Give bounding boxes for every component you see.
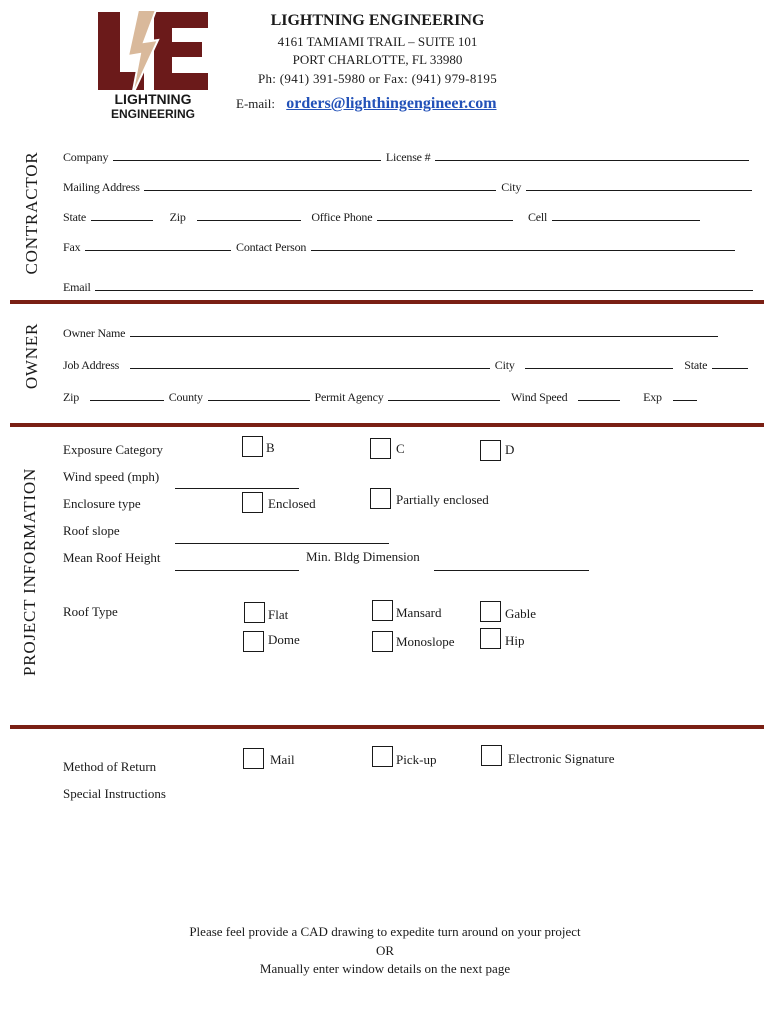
wind-speed-mph-input[interactable] xyxy=(175,488,299,489)
roof-monoslope-label: Monoslope xyxy=(396,634,455,649)
wind-speed-label: Wind Speed xyxy=(510,390,568,404)
email-link[interactable]: orders@lighthingengineer.com xyxy=(286,95,497,112)
owner-row-3 xyxy=(63,390,699,405)
county-input[interactable] xyxy=(208,390,310,401)
divider-project-return xyxy=(10,725,764,729)
contact-person-label: Contact Person xyxy=(236,240,307,254)
enclosed-label: Enclosed xyxy=(268,496,316,511)
enclosure-type-label: Enclosure type xyxy=(63,496,141,511)
state-input[interactable] xyxy=(91,210,153,221)
state-label: State xyxy=(63,210,86,224)
return-pickup-label: Pick-up xyxy=(396,752,437,767)
min-bldg-dimension-input[interactable] xyxy=(434,570,589,571)
wind-speed-input[interactable] xyxy=(578,390,620,401)
min-bldg-dimension-label: Min. Bldg Dimension xyxy=(306,549,420,564)
email-label: E-mail: xyxy=(236,96,275,111)
exposure-b-checkbox[interactable] xyxy=(242,436,263,457)
owner-row-2 xyxy=(63,358,750,373)
office-phone-label: Office Phone xyxy=(311,210,373,224)
roof-flat-label: Flat xyxy=(268,607,289,622)
owner-city-input[interactable] xyxy=(525,358,673,369)
roof-slope-label: Roof slope xyxy=(63,523,120,538)
footer-note-line-2: OR xyxy=(375,943,395,958)
owner-name-input[interactable] xyxy=(130,326,718,337)
email-input[interactable] xyxy=(95,280,753,291)
exposure-c-checkbox[interactable] xyxy=(370,438,391,459)
owner-zip-label: Zip xyxy=(63,390,80,404)
county-label: County xyxy=(168,390,203,404)
roof-dome-label: Dome xyxy=(268,632,300,647)
footer-note-line-3: Manually enter window details on the next page xyxy=(259,961,511,976)
wind-speed-mph-label: Wind speed (mph) xyxy=(63,469,160,484)
contractor-row-4 xyxy=(63,240,737,255)
city-label: City xyxy=(501,180,522,194)
owner-city-label: City xyxy=(494,358,515,372)
exposure-d-checkbox[interactable] xyxy=(480,440,501,461)
logo-text-lightning: LIGHTNING xyxy=(114,91,192,107)
roof-flat-checkbox[interactable] xyxy=(244,602,265,623)
email-line xyxy=(236,95,497,113)
owner-row-1 xyxy=(63,326,720,341)
return-pickup-checkbox[interactable] xyxy=(372,746,393,767)
cell-label: Cell xyxy=(527,210,548,224)
company-name: LIGHTNING ENGINEERING xyxy=(270,12,485,29)
partially-enclosed-label: Partially enclosed xyxy=(396,492,489,507)
roof-slope-input[interactable] xyxy=(175,543,389,544)
permit-agency-label: Permit Agency xyxy=(314,390,384,404)
lightning-engineering-logo xyxy=(96,10,211,120)
logo-text-engineering: ENGINEERING xyxy=(110,107,196,120)
return-mail-label: Mail xyxy=(270,752,295,767)
divider-owner-project xyxy=(10,423,764,427)
owner-name-label: Owner Name xyxy=(63,326,126,340)
owner-zip-input[interactable] xyxy=(90,390,164,401)
roof-mansard-label: Mansard xyxy=(396,605,442,620)
contractor-row-5 xyxy=(63,280,755,295)
exposure-d-label: D xyxy=(505,442,515,457)
partially-enclosed-checkbox[interactable] xyxy=(370,488,391,509)
company-input[interactable] xyxy=(113,150,381,161)
roof-monoslope-checkbox[interactable] xyxy=(372,631,393,652)
section-label-contractor: CONTRACTOR xyxy=(22,151,41,275)
section-label-owner: OWNER xyxy=(22,322,41,390)
job-address-label: Job Address xyxy=(63,358,120,372)
method-of-return-label: Method of Return xyxy=(63,759,157,774)
roof-dome-checkbox[interactable] xyxy=(243,631,264,652)
office-phone-input[interactable] xyxy=(377,210,513,221)
company-label: Company xyxy=(63,150,109,164)
roof-type-label: Roof Type xyxy=(63,604,118,619)
address-line-1: 4161 TAMIAMI TRAIL – SUITE 101 xyxy=(277,34,478,49)
mean-roof-height-label: Mean Roof Height xyxy=(63,550,161,565)
exposure-b-label: B xyxy=(266,440,275,455)
phone-fax-line: Ph: (941) 391-5980 or Fax: (941) 979-8195 xyxy=(257,71,498,86)
email-field-label: Email xyxy=(63,280,91,294)
enclosed-checkbox[interactable] xyxy=(242,492,263,513)
footer-note-line-1: Please feel provide a CAD drawing to expedite turn around on your project xyxy=(189,924,581,939)
owner-state-input[interactable] xyxy=(712,358,748,369)
contact-person-input[interactable] xyxy=(311,240,735,251)
cell-input[interactable] xyxy=(552,210,700,221)
zip-input[interactable] xyxy=(197,210,301,221)
mailing-address-input[interactable] xyxy=(144,180,496,191)
contractor-row-1 xyxy=(63,150,751,165)
exp-label: Exp xyxy=(643,390,662,404)
license-label: License # xyxy=(385,150,431,164)
exposure-category-label: Exposure Category xyxy=(63,442,164,457)
job-address-input[interactable] xyxy=(130,358,490,369)
permit-agency-input[interactable] xyxy=(388,390,500,401)
mailing-address-label: Mailing Address xyxy=(63,180,140,194)
exp-input[interactable] xyxy=(673,390,697,401)
owner-state-label: State xyxy=(684,358,708,372)
roof-hip-label: Hip xyxy=(505,633,525,648)
city-input[interactable] xyxy=(526,180,752,191)
address-line-2: PORT CHARLOTTE, FL 33980 xyxy=(292,52,463,67)
zip-label: Zip xyxy=(169,210,186,224)
exposure-c-label: C xyxy=(396,441,405,456)
roof-gable-label: Gable xyxy=(505,606,537,621)
license-input[interactable] xyxy=(435,150,749,161)
contractor-row-3 xyxy=(63,210,702,225)
roof-mansard-checkbox[interactable] xyxy=(372,600,393,621)
divider-contractor-owner xyxy=(10,300,764,304)
fax-input[interactable] xyxy=(85,240,231,251)
mean-roof-height-input[interactable] xyxy=(175,570,299,571)
special-instructions-label: Special Instructions xyxy=(63,786,166,801)
return-electronic-signature-checkbox[interactable] xyxy=(481,745,502,766)
return-electronic-signature-label: Electronic Signature xyxy=(508,751,615,766)
roof-gable-checkbox[interactable] xyxy=(480,601,501,622)
roof-hip-checkbox[interactable] xyxy=(480,628,501,649)
fax-label: Fax xyxy=(63,240,81,254)
contractor-row-2 xyxy=(63,180,754,195)
section-label-project-information: PROJECT INFORMATION xyxy=(20,467,39,677)
return-mail-checkbox[interactable] xyxy=(243,748,264,769)
